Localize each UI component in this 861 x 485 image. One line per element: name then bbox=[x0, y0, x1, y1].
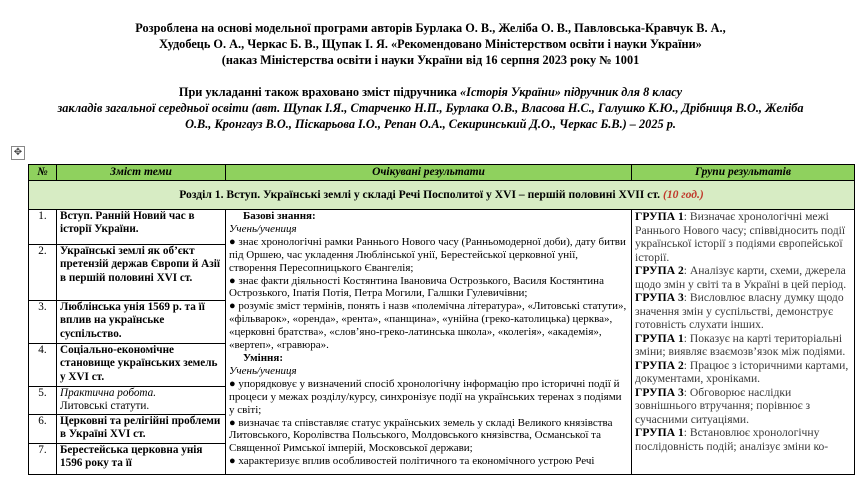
practical-work-title: Литовські статути. bbox=[60, 400, 150, 413]
col-header-results: Очікувані результати bbox=[226, 165, 632, 181]
group-text: : Обговорює наслідки зовнішнього втручання; порівнює з сучасними ситуаціями. bbox=[635, 385, 811, 426]
group-item bbox=[635, 291, 851, 332]
table-header-row bbox=[29, 165, 855, 181]
header-line-5: закладів загальної середньої освіти (авт. Щупак І.Я., Старченко Н.П., Бурлака О.В., Власова Н.С., Галушко К.Ю., Дрібниця В.О., Желіба bbox=[57, 101, 804, 115]
group-item bbox=[635, 210, 851, 264]
row-number: 2. bbox=[29, 245, 57, 301]
skill-item: ● визначає та співставляє статус українських земель у складі Великого князівства Литовського, Королівства Польського, Молдовського князівства, Османської та Священної Римської імперій, Московської держави; bbox=[229, 416, 613, 455]
group-label: ГРУПА 1 bbox=[635, 426, 684, 439]
row-number: 1. bbox=[29, 210, 57, 245]
group-label: ГРУПА 1 bbox=[635, 210, 684, 223]
skill-item: ● упорядковує у визначений спосіб хронологічну інформацію про історичні події й процеси у межах розділу/курсу, синхронізує події на українських теренах з подіями у світі; bbox=[229, 377, 622, 416]
row-topic: Церковні та релігійні проблеми в Україні XVI ст. bbox=[57, 414, 226, 443]
header-line-3: (наказ Міністерства освіти і науки України від 16 серпня 2023 року № 1001 bbox=[221, 53, 640, 67]
row-number: 6. bbox=[29, 414, 57, 443]
knowledge-item: ● знає хронологічні рамки Раннього Нового часу (Ранньомодерної доби), дату битви під Оршею, час укладення Люблінської унії, Берестейської церковної унії, створення Пересопницького Євангелія; bbox=[229, 235, 626, 274]
group-label: ГРУПА 3 bbox=[635, 291, 684, 304]
header-line-4-text: При укладанні також враховано зміст підручника bbox=[178, 85, 461, 99]
knowledge-item: ● розуміє зміст термінів, понять і назв «полемічна література», «Литовські статути», «фільварок», «оренда», «рента», «панщина», «унійна (греко-католицька) церква», «церковні братства», «слов’яно-греко-латинська школа», «колегія», «академія», «вертеп», «гравюра». bbox=[229, 300, 627, 352]
group-label: ГРУПА 2 bbox=[635, 358, 684, 372]
row-number: 7. bbox=[29, 443, 57, 474]
header-line-4-book: «Історія України» підручник для 8 класу bbox=[460, 85, 683, 99]
row-topic: Берестейська церковна унія 1596 року та її bbox=[57, 443, 226, 474]
group-label: ГРУПА 3 bbox=[635, 385, 684, 399]
table-row bbox=[29, 210, 855, 245]
practical-work-label: Практична робота. bbox=[60, 387, 157, 399]
section-hours: (10 год.) bbox=[662, 188, 704, 202]
move-handle-icon[interactable]: ✥ bbox=[11, 146, 25, 160]
expected-results-cell bbox=[226, 210, 632, 475]
row-number: 4. bbox=[29, 344, 57, 387]
program-table bbox=[28, 164, 855, 475]
skill-item: ● характеризує вплив особливостей політичного та економічного устрою Речі bbox=[229, 455, 595, 468]
section-title bbox=[29, 181, 855, 210]
pupil-label-2: Учень/учениця bbox=[229, 364, 297, 377]
pupil-label-1: Учень/учениця bbox=[229, 222, 297, 235]
group-item bbox=[635, 332, 851, 359]
header-line-6: О.В., Кронгауз В.О., Піскарьова І.О., Репан О.А., Секиринський Д.О., Черкас Б.В.) – 2025 р. bbox=[185, 117, 676, 131]
row-topic bbox=[57, 387, 226, 415]
header-line-2: Худобець О. А., Черкас Б. В., Щупак І. Я. «Рекомендовано Міністерством освіти і науки України» bbox=[159, 37, 702, 51]
group-text: : Показує на карті територіальні зміни; виявляє взаємозв’язок між подіями. bbox=[635, 331, 846, 358]
row-topic: Українські землі як об’єкт претензій держав Європи й Азії в першій половині XVI ст. bbox=[57, 245, 226, 301]
knowledge-item: ● знає факти діяльності Костянтина Івановича Острозького, Василя Костянтина Острозького, Іпатія Потія, Петра Могили, Галшки Гулевичівни; bbox=[229, 274, 604, 300]
result-groups-cell bbox=[632, 210, 855, 475]
col-header-number: № bbox=[29, 165, 57, 181]
row-topic: Люблінська унія 1569 р. та її вплив на українське суспільство. bbox=[57, 301, 226, 344]
section-title-text: Розділ 1. Вступ. Українські землі у складі Речі Посполитої у XVI – першій половині XVII ст. bbox=[179, 188, 663, 202]
row-topic: Вступ. Ранній Новий час в історії України. bbox=[57, 210, 226, 245]
group-label: ГРУПА 1 bbox=[635, 331, 684, 345]
basic-knowledge-heading: Базові знання: bbox=[243, 210, 316, 222]
group-label: ГРУПА 2 bbox=[635, 264, 684, 277]
group-text: : Працює з історичними картами, документами, хроніками. bbox=[635, 358, 849, 385]
header-line-4 bbox=[0, 84, 861, 100]
row-number: 3. bbox=[29, 301, 57, 344]
row-number: 5. bbox=[29, 387, 57, 415]
col-header-topic: Зміст теми bbox=[57, 165, 226, 181]
group-item bbox=[635, 386, 851, 427]
group-item bbox=[635, 264, 851, 291]
section-row bbox=[29, 181, 855, 210]
row-topic: Соціально-економічне становище українських земель у XVI ст. bbox=[57, 344, 226, 387]
group-item bbox=[635, 426, 851, 453]
header-line-1: Розроблена на основі модельної програми авторів Бурлака О. В., Желіба О. В., Павловська-Кравчук В. А., bbox=[135, 21, 726, 35]
group-text: : Аналізує карти, схеми, джерела щодо змін у світі та в Україні в цей період. bbox=[635, 264, 847, 291]
group-text: : Встановлює хронологічну послідовність подій; аналізує зміни ко- bbox=[635, 426, 829, 453]
skills-heading: Уміння: bbox=[243, 351, 284, 364]
group-text: : Висловлює власну думку щодо значення змін у суспільстві, демонструє готовність слухати інших. bbox=[635, 291, 844, 331]
group-text: : Визначає хронологічні межі Раннього Нового часу; співвідносить події української історії з подіями європейської історії. bbox=[635, 210, 846, 264]
col-header-groups: Групи результатів bbox=[632, 165, 855, 181]
group-item bbox=[635, 359, 851, 386]
